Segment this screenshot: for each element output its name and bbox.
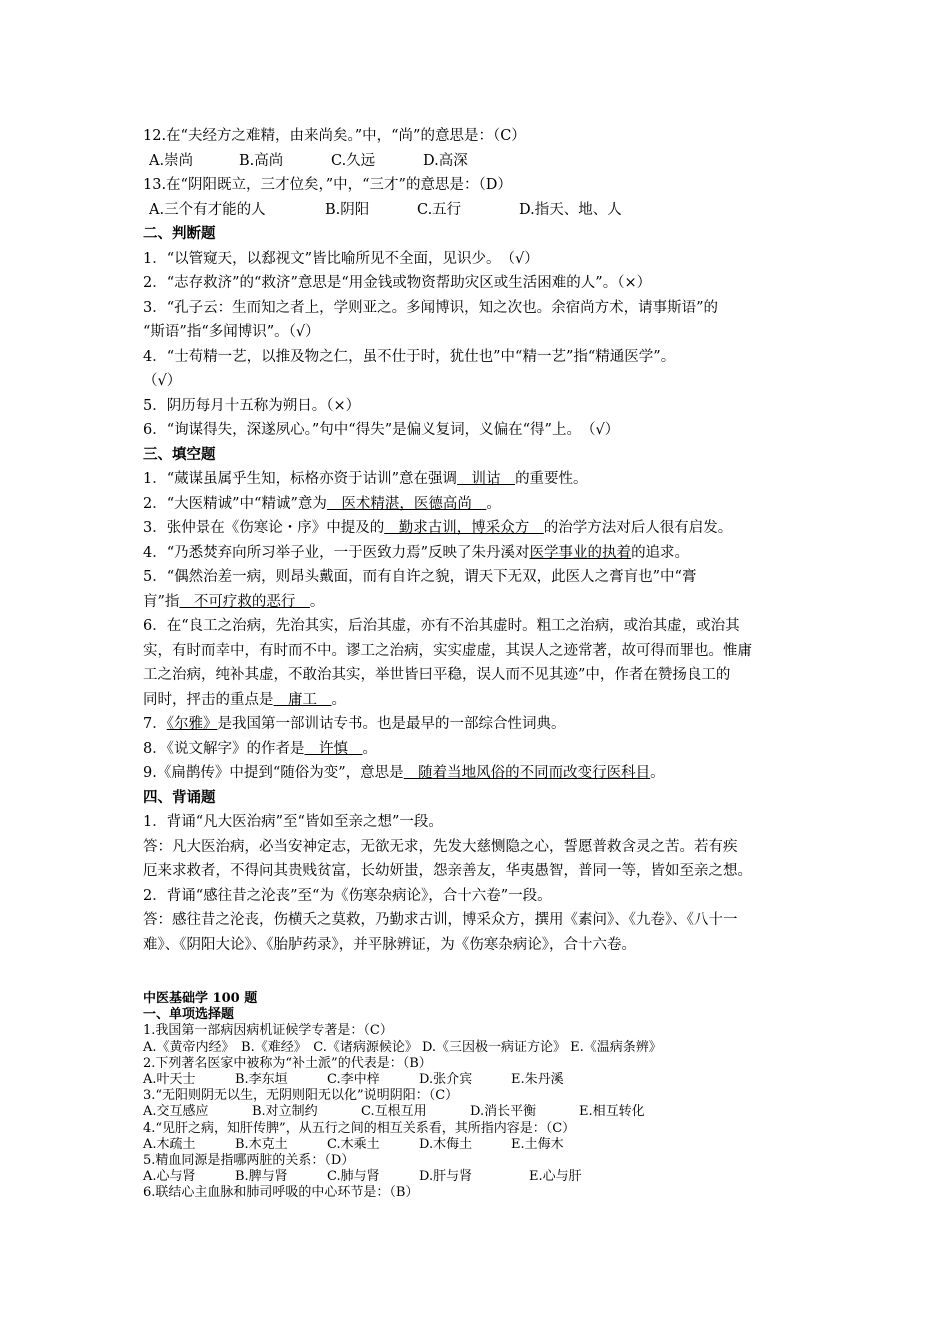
judge-item: 5．阴历每月十五称为朔日。（×） xyxy=(143,397,361,414)
judge-item: 3．“孔子云：生而知之者上，学则亚之。多闻博识，知之次也。余宿尚方术，请事斯语”的 xyxy=(143,299,719,316)
option: C.木乘土 xyxy=(327,1136,380,1152)
mc-options xyxy=(143,1072,813,1088)
fill-item xyxy=(143,541,813,566)
option: C.五行 xyxy=(417,201,462,218)
fill-text: 是我国第一部训诂专书。也是最早的一部综合性词典。 xyxy=(217,716,566,732)
fill-text: 。 xyxy=(650,765,665,781)
fill-text: 的治学方法对后人很有启发。 xyxy=(543,520,733,536)
option: B.木克土 xyxy=(235,1136,288,1152)
recite-answer: 答：感往昔之沦丧，伤横夭之莫救，乃勤求古训，博采众方，撰用《素问》、《九卷》、《八十一 xyxy=(143,912,738,928)
fill-item-cont: 实，有时而幸中，有时而不中。谬工之治病，实实虚虚，其误人之迹常著，故可得而罪也。惟庸 xyxy=(143,642,752,659)
question-13-options xyxy=(143,198,813,223)
option: D.高深 xyxy=(423,152,468,169)
mc-options xyxy=(143,1169,813,1185)
mc-question: 3.“无阳则阴无以生，无阴则阳无以化”说明阴阳：（C） xyxy=(143,1088,459,1104)
mc-options xyxy=(143,1137,813,1153)
mc-options xyxy=(143,1104,813,1120)
fill-text: 2．“大医精诚”中“精诚”意为 xyxy=(143,495,327,512)
option: B.李东垣 xyxy=(235,1071,288,1087)
fill-text: 的追求。 xyxy=(631,544,690,561)
fill-item-cont xyxy=(143,590,813,615)
part2-title: 中医基础学 100 题 xyxy=(143,991,258,1006)
option: A.心与肾 xyxy=(143,1169,196,1185)
recite-answer: 答：凡大医治病，必当安神定志，无欲无求，先发大慈恻隐之心，誓愿普救含灵之苦。若有疾 xyxy=(143,838,738,855)
option: E.朱丹溪 xyxy=(511,1071,564,1087)
option: D.肝与肾 xyxy=(419,1169,473,1185)
fill-text: 4．“乃悉焚弃向所习举子业，一于医致力焉”反映了朱丹溪对 xyxy=(143,544,530,561)
option: E.心与肝 xyxy=(529,1169,582,1185)
option: A.叶天士 xyxy=(143,1071,196,1087)
section-heading: 二、判断题 xyxy=(143,225,216,242)
fill-item xyxy=(143,712,813,737)
option: E.相互转化 xyxy=(579,1104,645,1120)
mc-options: A.《黄帝内经》 B.《难经》 C.《诸病源候论》 D.《三因极一病证方论》 E.《温病条辨》 xyxy=(143,1039,662,1055)
option: C.李中梓 xyxy=(327,1071,380,1087)
fill-item-cont xyxy=(143,688,813,713)
fill-text: 3．张仲景在《伤寒论・序》中提及的 xyxy=(143,520,385,536)
fill-text: 7． xyxy=(143,716,167,732)
section-heading: 三、填空题 xyxy=(143,445,216,463)
option: A.三个有才能的人 xyxy=(149,201,266,218)
fill-text: 同时，抨击的重点是 xyxy=(143,691,274,708)
judge-item: 6．“询谋得失，深遂夙心。”句中“得失”是偏义复词，义偏在“得”上。 （√） xyxy=(143,422,620,438)
fill-text: 。 xyxy=(331,691,346,708)
fill-item xyxy=(143,516,813,541)
recite-item: 2．背诵“感往昔之沦丧”至“为《伤寒杂病论》，合十六卷”一段。 xyxy=(143,887,552,904)
option: B.脾与肾 xyxy=(235,1169,288,1185)
question-12-options xyxy=(143,149,813,174)
fill-item: 6．在“良工之治病，先治其实，后治其虚，亦有不治其虚时。粗工之治病，或治其虚，或治其 xyxy=(143,618,740,634)
option: B.高尚 xyxy=(239,152,284,169)
mc-question: 4.“见肝之病，知肝传脾”，从五行之间的相互关系看，其所指内容是：（C） xyxy=(143,1120,576,1136)
part2-section xyxy=(143,991,813,1201)
fill-text: 8．《说文解字》的作者是 xyxy=(143,740,305,757)
option: A.崇尚 xyxy=(149,152,194,169)
option: D.指天、地、人 xyxy=(519,201,622,218)
fill-answer: 勤求古训，博采众方 xyxy=(384,520,544,536)
option: C.久远 xyxy=(331,152,376,169)
section-heading: 一、单项选择题 xyxy=(143,1007,235,1023)
mc-question: 2.下列著名医家中被称为“补土派”的代表是：（B） xyxy=(143,1055,432,1071)
option: D.张介宾 xyxy=(419,1071,473,1087)
recite-answer: 厄来求救者，不得问其贵贱贫富，长幼妍蚩，怨亲善友，华夷愚智，普同一等，皆如至亲之想。 xyxy=(143,863,752,879)
judge-item: 2．“志存救济”的“救济”意思是“用金钱或物资帮助灾区或生活困难的人”。（×） xyxy=(143,275,652,291)
judge-item-cont: “斯语”指“多闻博识”。（√） xyxy=(143,324,320,340)
option: E.土侮木 xyxy=(511,1136,564,1152)
fill-answer: 许慎 xyxy=(304,740,363,757)
fill-text: 肓”指 xyxy=(143,593,180,610)
option: D.木侮土 xyxy=(419,1136,473,1152)
question-13: 13.在“阴阳既立，三才位矣，”中，“三才”的意思是：（D） xyxy=(143,177,512,193)
fill-item xyxy=(143,467,813,492)
fill-item xyxy=(143,761,813,786)
fill-answer: 医术精湛，医德高尚 xyxy=(326,495,487,512)
fill-text: 。 xyxy=(309,593,325,610)
section-heading: 四、背诵题 xyxy=(143,788,216,806)
judge-item-cont: （√） xyxy=(143,373,182,389)
fill-text: 1．“蒇谋虽属乎生知，标格亦资于诂训”意在强调 xyxy=(143,471,458,487)
mc-question: 1.我国第一部病因病机证候学专著是：（C） xyxy=(143,1023,393,1039)
option: D.消长平衡 xyxy=(470,1104,537,1120)
fill-answer: 《尔雅》 xyxy=(166,716,218,732)
fill-item-cont: 工之治病，纯补其虚，不敢治其实，举世皆曰平稳，误人而不见其迹”中，作者在赞扬良工的 xyxy=(143,667,731,683)
fill-item: 5．“偶然治差一病，则昂头戴面，而有自许之貌，谓天下无双，此医人之膏肓也”中“膏 xyxy=(143,569,697,585)
option: C.互根互用 xyxy=(361,1104,427,1120)
mc-question: 5.精血同源是指哪两脏的关系：（D） xyxy=(143,1152,355,1168)
fill-text: 。 xyxy=(362,740,377,757)
option: B.阴阳 xyxy=(325,201,370,218)
recite-item: 1．背诵“凡大医治病”至“皆如至亲之想”一段。 xyxy=(143,814,443,830)
fill-answer: 医学事业的执着 xyxy=(529,544,632,561)
fill-text: 的重要性。 xyxy=(515,471,588,487)
option: A.交互感应 xyxy=(143,1104,209,1120)
fill-text: 。 xyxy=(486,495,501,512)
question-12: 12.在“夫经方之难精，由来尚矣。”中，“尚”的意思是：（C） xyxy=(143,128,526,144)
fill-text: 9.《扁鹊传》中提到“随俗为变”，意思是 xyxy=(143,765,404,781)
judge-item: 4．“士苟精一艺，以推及物之仁，虽不仕于时，犹仕也”中“精一艺”指“精通医学”。 xyxy=(143,348,676,365)
option: C.肺与肾 xyxy=(327,1169,380,1185)
fill-item xyxy=(143,737,813,762)
fill-answer: 随着当地风俗的不同而改变行医科目 xyxy=(403,765,651,781)
judge-item: 1．“以管窥天，以郄视文”皆比喻所见不全面，见识少。 （√） xyxy=(143,250,539,267)
fill-answer: 庸工 xyxy=(273,691,332,708)
part1-section xyxy=(143,124,813,957)
fill-answer: 不可疗救的恶行 xyxy=(179,593,310,610)
option: A.木疏土 xyxy=(143,1136,196,1152)
mc-question: 6.联结心主血脉和肺司呼吸的中心环节是：（B） xyxy=(143,1185,419,1201)
recite-answer: 难》、《阴阳大论》、《胎胪药录》，并平脉辨证，为《伤寒杂病论》，合十六卷。 xyxy=(143,936,636,953)
fill-item xyxy=(143,492,813,517)
fill-answer: 训诂 xyxy=(457,471,516,487)
option: B.对立制约 xyxy=(252,1104,318,1120)
